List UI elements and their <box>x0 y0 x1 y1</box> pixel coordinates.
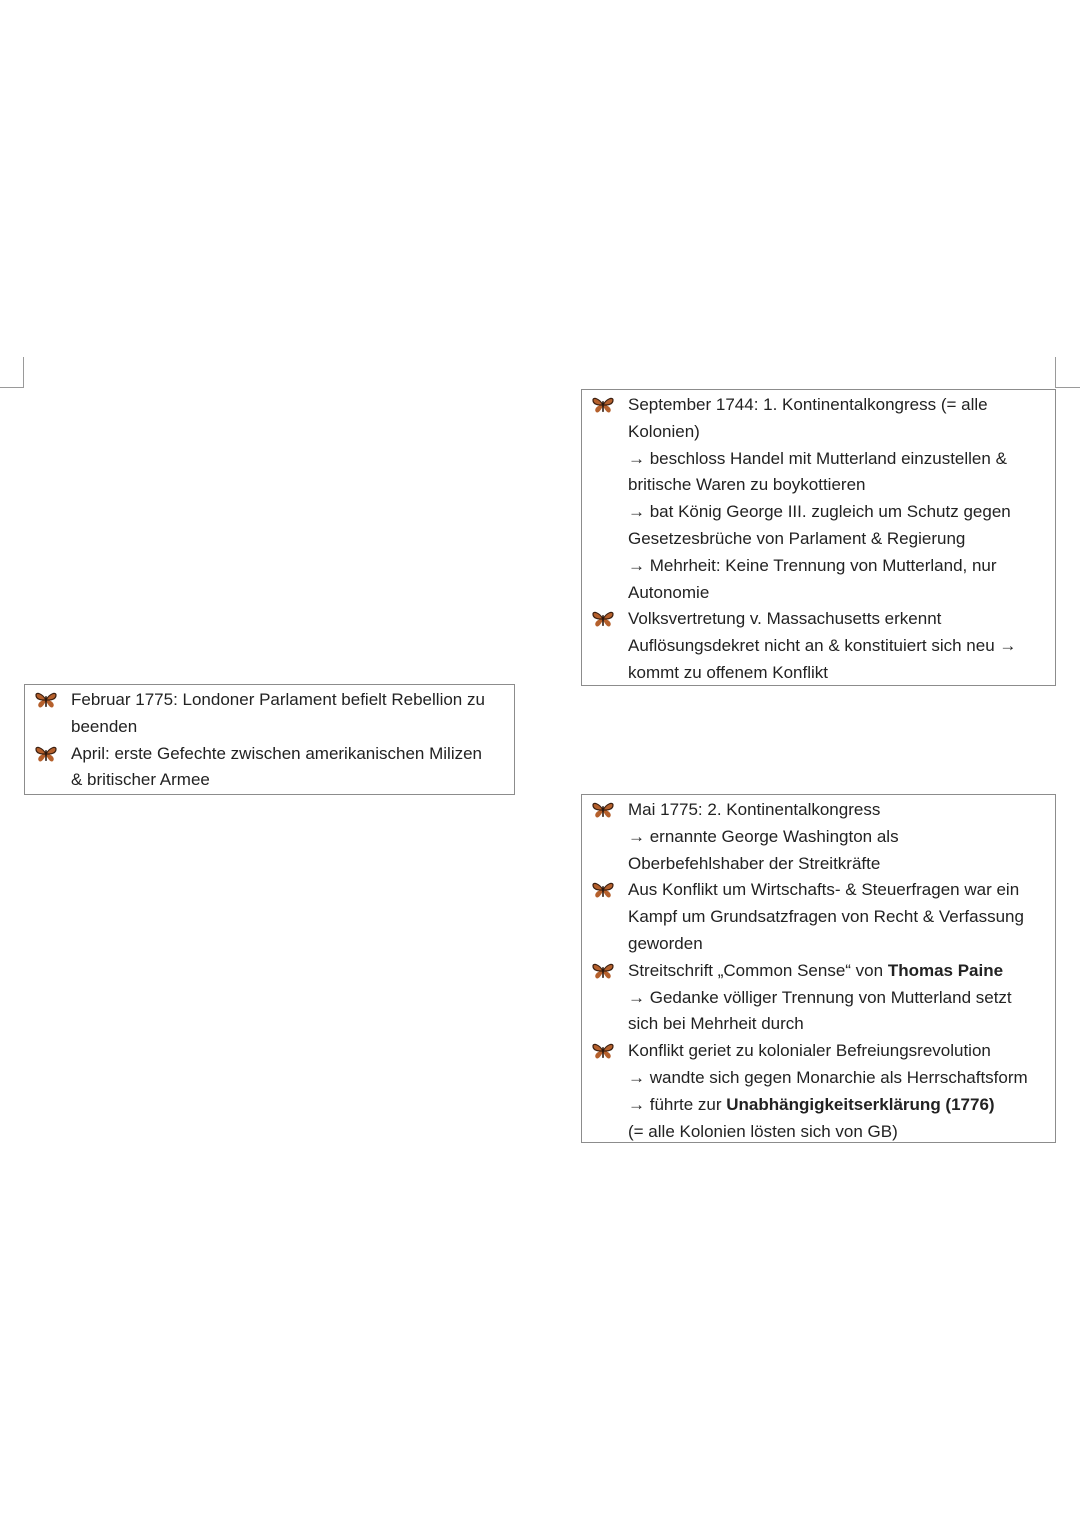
item-text: Kampf um Grundsatzfragen von Recht & Verfassung <box>628 907 1024 927</box>
butterfly-icon <box>592 962 614 980</box>
item-text: & britischer Armee <box>71 770 210 790</box>
note-box-kontinentalkongress-1 <box>581 389 1056 686</box>
list-item <box>35 687 504 741</box>
item-text: Mai 1775: 2. Kontinentalkongress <box>628 800 881 819</box>
butterfly-icon <box>592 881 614 899</box>
list-item <box>592 797 1045 877</box>
list-item <box>592 1038 1045 1145</box>
item-text: Volksvertretung v. Massachusetts erkennt <box>628 609 942 629</box>
item-text: → Mehrheit: Keine Trennung von Mutterland, nur <box>628 555 997 575</box>
item-text: Auflösungsdekret nicht an & konstituiert sich neu → <box>628 636 1017 656</box>
list-item <box>35 741 504 795</box>
item-text-line <box>628 958 1045 985</box>
item-text: → Gedanke völliger Trennung von Mutterland setzt <box>628 987 1012 1007</box>
crop-mark-left-horizontal <box>0 387 24 388</box>
item-text: kommt zu offenem Konflikt <box>628 662 828 682</box>
list-item <box>592 958 1045 1038</box>
crop-mark-right-horizontal <box>1055 387 1080 388</box>
item-text: April: erste Gefechte zwischen amerikanischen Milizen <box>71 743 483 763</box>
item-text: September 1744: 1. Kontinentalkongress (= alle <box>628 395 988 414</box>
item-text: Konflikt geriet zu kolonialer Befreiungsrevolution <box>628 1041 991 1061</box>
item-text: Autonomie <box>628 582 710 602</box>
list-item <box>592 392 1045 606</box>
declaration-title: Unabhängigkeitserklärung (1776) <box>726 1094 995 1114</box>
butterfly-icon <box>35 745 57 763</box>
butterfly-icon <box>592 801 614 819</box>
item-text: Aus Konflikt um Wirtschafts- & Steuerfragen war ein <box>628 880 1020 900</box>
item-text: beenden <box>71 716 138 736</box>
crop-mark-left-vertical <box>23 357 24 388</box>
item-text: geworden <box>628 933 703 953</box>
item-text: Februar 1775: Londoner Parlament befielt Rebellion zu <box>71 690 485 709</box>
item-text: sich bei Mehrheit durch <box>628 1014 804 1034</box>
item-text: Gesetzesbrüche von Parlament & Regierung <box>628 528 966 548</box>
item-text: britische Waren zu boykottieren <box>628 475 866 495</box>
item-text: → bat König George III. zugleich um Schutz gegen <box>628 502 1011 522</box>
item-text: → führte zur <box>628 1094 727 1114</box>
item-text: Oberbefehlshaber der Streitkräfte <box>628 853 881 873</box>
butterfly-icon <box>592 396 614 414</box>
butterfly-icon <box>592 610 614 628</box>
item-text: Streitschrift „Common Sense“ von <box>628 960 888 980</box>
item-text: → wandte sich gegen Monarchie als Herrschaftsform <box>628 1067 1028 1087</box>
note-box-kontinentalkongress-2 <box>581 794 1056 1143</box>
author-name: Thomas Paine <box>887 960 1004 980</box>
item-text: → ernannte George Washington als <box>628 826 899 846</box>
item-text-line <box>628 1092 1045 1119</box>
butterfly-icon <box>35 691 57 709</box>
item-text: Kolonien) <box>628 421 700 441</box>
item-text: → beschloss Handel mit Mutterland einzustellen & <box>628 448 1007 468</box>
item-text: (= alle Kolonien lösten sich von GB) <box>628 1121 898 1141</box>
note-box-februar-1775 <box>24 684 515 795</box>
crop-mark-right-vertical <box>1055 357 1056 388</box>
list-item <box>592 606 1045 686</box>
list-item <box>592 877 1045 957</box>
butterfly-icon <box>592 1042 614 1060</box>
